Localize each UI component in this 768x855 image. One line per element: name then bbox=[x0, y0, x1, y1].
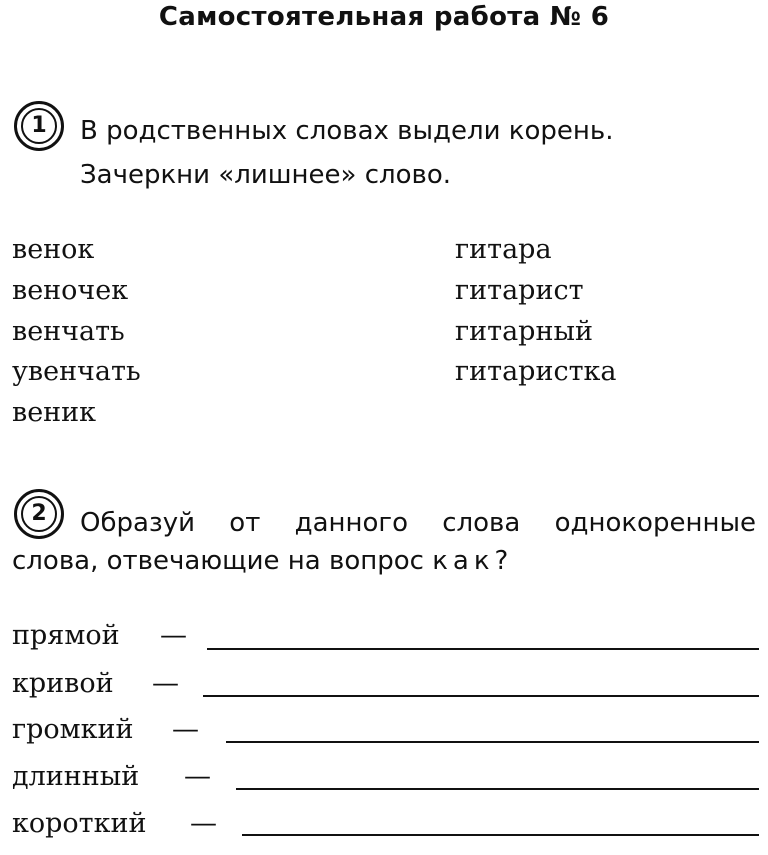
word-left-2: веночек bbox=[12, 275, 129, 306]
word-left-4: увенчать bbox=[12, 356, 141, 387]
answer-line[interactable] bbox=[226, 741, 759, 743]
answer-line[interactable] bbox=[242, 834, 759, 836]
page-title: Самостоятельная работа № 6 bbox=[158, 2, 610, 32]
answer-row-word: кривой bbox=[12, 668, 114, 699]
task-2-instruction-text: слова, отвечающие на вопрос bbox=[12, 546, 433, 576]
task-1-number: 1 bbox=[21, 108, 57, 144]
answer-row-word: длинный bbox=[12, 761, 140, 792]
task-1-instruction-line-2: Зачеркни «лишнее» слово. bbox=[80, 160, 452, 190]
word-right-1: гитара bbox=[455, 234, 552, 265]
answer-row-dash: — bbox=[152, 668, 179, 699]
word-right-3: гитарный bbox=[455, 316, 593, 347]
task-2-number: 2 bbox=[21, 496, 57, 532]
answer-row-word: прямой bbox=[12, 620, 120, 651]
task-2-question-word: как? bbox=[432, 546, 514, 576]
word-left-1: венок bbox=[12, 234, 95, 265]
word-right-4: гитаристка bbox=[455, 356, 617, 387]
task-1-instruction-line-1: В родственных словах выдели корень. bbox=[80, 116, 614, 146]
word-left-5: веник bbox=[12, 397, 97, 428]
answer-row-word: короткий bbox=[12, 808, 147, 839]
answer-row-dash: — bbox=[172, 714, 199, 745]
answer-row-dash: — bbox=[160, 620, 187, 651]
answer-row-dash: — bbox=[184, 761, 211, 792]
task-2-instruction-line-1: Образуй от данного слова однокоренные bbox=[80, 508, 756, 538]
answer-row-dash: — bbox=[190, 808, 217, 839]
answer-line[interactable] bbox=[207, 648, 759, 650]
task-2-number-badge bbox=[14, 489, 64, 539]
task-2-instruction-line-2 bbox=[12, 548, 513, 574]
word-left-3: венчать bbox=[12, 316, 125, 347]
answer-row-word: громкий bbox=[12, 714, 134, 745]
answer-line[interactable] bbox=[203, 695, 759, 697]
answer-line[interactable] bbox=[236, 788, 759, 790]
task-1-number-badge bbox=[14, 101, 64, 151]
word-right-2: гитарист bbox=[455, 275, 584, 306]
